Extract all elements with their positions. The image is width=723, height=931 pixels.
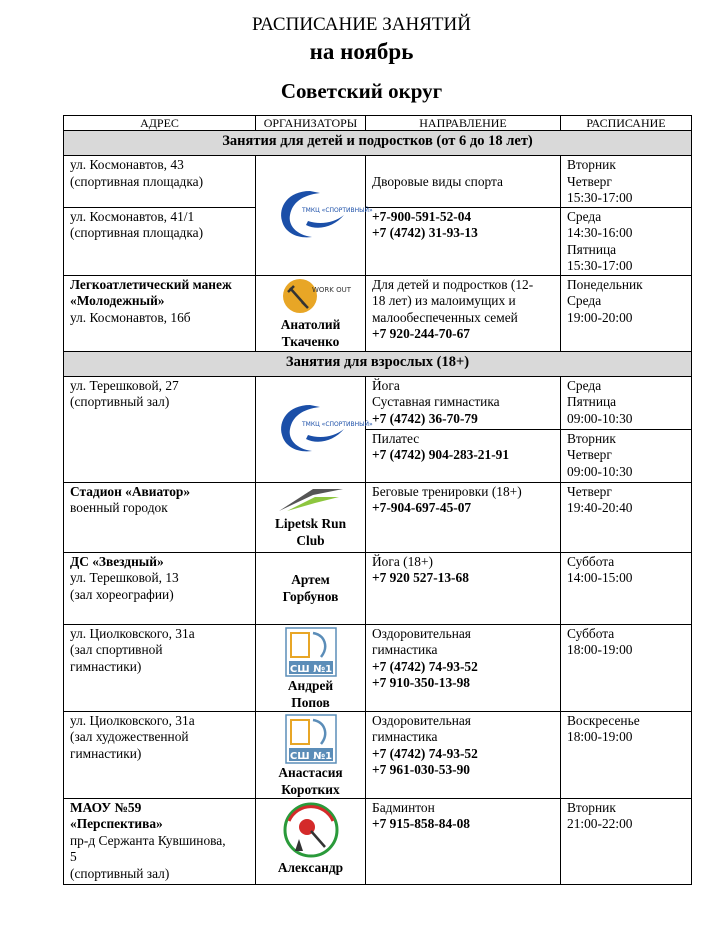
direction-cell [366, 207, 561, 275]
organizer-name: Анастасия [278, 764, 343, 780]
direction-cell [366, 156, 561, 208]
schedule-line: Вторник [567, 799, 616, 815]
organizer-name: Андрей [287, 677, 334, 693]
address-cell [64, 275, 256, 351]
schedule-line: Суббота [567, 625, 615, 641]
address-line: ул. Терешковой, 27 [70, 377, 179, 393]
schedule-line: 18:00-19:00 [567, 642, 633, 657]
direction-text: Суставная гимнастика [372, 394, 500, 409]
address-line: ДС «Звездный» [70, 553, 164, 569]
table-row [64, 711, 692, 798]
schedule-line: 15:30-17:00 [567, 258, 633, 273]
organizer-name: Ткаченко [281, 333, 340, 349]
organizer-cell [256, 798, 366, 884]
table-row [64, 376, 692, 429]
schedule-cell [561, 482, 692, 552]
direction-cell [366, 429, 561, 482]
table-row [64, 482, 692, 552]
schedule-line: 14:00-15:00 [567, 570, 633, 585]
school-logo-icon [285, 714, 337, 764]
address-line: (спортивная площадка) [70, 225, 204, 240]
direction-text: Беговые тренировки (18+) [372, 483, 522, 499]
organizer-name: Александр [277, 859, 344, 875]
direction-text: Для детей и подростков (12- [372, 276, 534, 292]
col-header-schedule: РАСПИСАНИЕ [561, 116, 692, 131]
direction-cell [366, 552, 561, 624]
table-row [64, 798, 692, 884]
address-line: (спортивная площадка) [70, 173, 204, 189]
direction-text: Йога (18+) [372, 553, 434, 569]
phone: +7-904-697-45-07 [372, 500, 472, 515]
schedule-line: Четверг [567, 483, 612, 499]
direction-cell [366, 711, 561, 798]
address-cell [64, 711, 256, 798]
address-line: пр-д Сержанта Кувшинова, [70, 832, 226, 848]
address-cell [64, 207, 256, 275]
direction-text: Йога [372, 377, 400, 393]
address-line: 5 [70, 849, 77, 864]
schedule-line: Среда [567, 208, 602, 224]
direction-text: 18 лет) из малоимущих и [372, 293, 516, 308]
direction-text: гимнастика [372, 642, 438, 657]
schedule-line: Вторник [567, 430, 616, 446]
sport-club-logo-icon [272, 185, 373, 245]
phone: +7 920 527-13-68 [372, 570, 469, 585]
schedule-line: Пятница [567, 394, 617, 409]
section-title-adults: Занятия для взрослых (18+) [64, 351, 692, 376]
schedule-line: 09:00-10:30 [567, 463, 633, 479]
table-header-row [64, 116, 692, 131]
schedule-cell [561, 711, 692, 798]
address-line: ул. Терешковой, 13 [70, 570, 179, 585]
phone: +7 (4742) 74-93-52 [372, 658, 478, 674]
schedule-cell [561, 624, 692, 711]
direction-text: Оздоровительная [372, 712, 471, 728]
address-cell [64, 624, 256, 711]
table-row [64, 624, 692, 711]
address-cell [64, 376, 256, 482]
organizer-cell [256, 376, 373, 482]
phone: +7 (4742) 74-93-52 [372, 745, 478, 761]
schedule-cell [561, 429, 692, 482]
schedule-line: 19:00-20:00 [567, 309, 633, 325]
col-header-direction: НАПРАВЛЕНИЕ [366, 116, 561, 131]
schedule-line: Четверг [567, 173, 612, 189]
schedule-line: 14:30-16:00 [567, 225, 633, 240]
school-logo-text: СШ №1 [289, 750, 332, 762]
phone: +7 (4742) 904-283-21-91 [372, 447, 510, 462]
sport-club-logo-text: ТМКЦ «СПОРТИВНЫЙ» [301, 421, 373, 428]
doc-district: Советский округ [280, 79, 443, 103]
schedule-line: Вторник [567, 157, 616, 172]
direction-cell [366, 275, 561, 351]
direction-cell [366, 376, 561, 429]
doc-month: на ноябрь [309, 39, 414, 64]
schedule-line: 21:00-22:00 [567, 816, 633, 831]
badminton-logo-icon [281, 801, 341, 859]
table-row [64, 552, 692, 624]
organizer-cell [256, 482, 366, 552]
organizer-name: Артем [291, 572, 330, 587]
col-header-address: АДРЕС [64, 116, 256, 131]
direction-cell [366, 798, 561, 884]
address-line: (зал спортивной [70, 642, 163, 657]
section-row-adults [64, 351, 692, 376]
address-line: (зал художественной [70, 729, 189, 744]
phone: +7 910-350-13-98 [372, 675, 471, 690]
address-line: ул. Космонавтов, 16б [70, 309, 191, 325]
organizer-cell [256, 624, 366, 711]
school-logo-text: СШ №1 [289, 663, 332, 675]
phone: +7 915-858-84-08 [372, 816, 471, 831]
address-line: «Перспектива» [70, 816, 163, 831]
direction-cell [366, 482, 561, 552]
sport-club-logo-icon [272, 399, 373, 459]
schedule-line: Среда [567, 293, 602, 308]
address-cell [64, 156, 256, 208]
table-row [64, 207, 692, 275]
direction-text: Дворовые виды спорта [372, 173, 503, 189]
address-line: военный городок [70, 500, 168, 515]
schedule-cell [561, 156, 692, 208]
school-logo-icon [285, 627, 337, 677]
schedule-line: Четверг [567, 447, 612, 462]
organizer-name: Lipetsk Run [274, 515, 347, 531]
address-line: гимнастики) [70, 745, 142, 761]
schedule-cell [561, 207, 692, 275]
direction-text: гимнастика [372, 729, 438, 744]
address-cell [64, 552, 256, 624]
schedule-line: Среда [567, 377, 602, 393]
organizer-name: Club [296, 532, 325, 548]
phone: +7 920-244-70-67 [372, 326, 471, 341]
address-line: гимнастики) [70, 658, 142, 674]
section-row-kids [64, 131, 692, 156]
organizer-cell [256, 275, 366, 351]
organizer-name: Коротких [281, 781, 340, 797]
schedule-line: 15:30-17:00 [567, 190, 633, 205]
table-row [64, 156, 692, 208]
address-line: ул. Циолковского, 31а [70, 712, 195, 728]
organizer-name: Анатолий [280, 316, 341, 332]
schedule-table [63, 115, 692, 885]
workout-logo-icon [276, 278, 351, 316]
table-row [64, 275, 692, 351]
organizer-cell [256, 156, 373, 276]
organizer-name: Попов [291, 694, 330, 710]
phone: +7 (4742) 36-70-79 [372, 410, 478, 426]
doc-title: РАСПИСАНИЕ ЗАНЯТИЙ [252, 14, 471, 35]
direction-text: Оздоровительная [372, 625, 471, 641]
schedule-cell [561, 376, 692, 429]
address-cell [64, 482, 256, 552]
organizer-name: Горбунов [282, 589, 339, 604]
address-line: «Молодежный» [70, 293, 165, 308]
schedule-line: Понедельник [567, 276, 643, 292]
address-cell [64, 798, 256, 884]
section-title-kids: Занятия для детей и подростков (от 6 до 18 лет) [64, 131, 692, 156]
schedule-line: Суббота [567, 553, 615, 569]
schedule-line: 18:00-19:00 [567, 729, 633, 744]
organizer-cell [256, 711, 366, 798]
schedule-line: Пятница [567, 241, 617, 257]
phone: +7 961-030-53-90 [372, 762, 471, 777]
address-line: (зал хореографии) [70, 586, 174, 602]
address-line: (спортивный зал) [70, 394, 170, 409]
organizer-cell [256, 552, 366, 624]
phone: +7-900-591-52-04 [372, 208, 472, 224]
phone: +7 (4742) 31-93-13 [372, 225, 478, 240]
address-line: ул. Космонавтов, 43 [70, 157, 184, 172]
address-line: МАОУ №59 [70, 799, 142, 815]
schedule-line: 09:00-10:30 [567, 410, 633, 426]
address-line: (спортивный зал) [70, 865, 170, 881]
address-line: ул. Циолковского, 31а [70, 625, 195, 641]
direction-text: Бадминтон [372, 799, 435, 815]
direction-cell [366, 624, 561, 711]
schedule-cell [561, 552, 692, 624]
schedule-cell [561, 798, 692, 884]
direction-text: Пилатес [372, 430, 420, 446]
address-line: Легкоатлетический манеж [70, 276, 232, 292]
run-club-logo-icon [273, 485, 349, 515]
schedule-line: 19:40-20:40 [567, 500, 633, 515]
workout-logo-text: WORK OUT [311, 285, 351, 294]
schedule-cell [561, 275, 692, 351]
direction-text: малообеспеченных семей [372, 309, 518, 325]
address-line: Стадион «Авиатор» [70, 483, 191, 499]
address-line: ул. Космонавтов, 41/1 [70, 208, 195, 224]
col-header-organizers: ОРГАНИЗАТОРЫ [256, 116, 366, 131]
sport-club-logo-text: ТМКЦ «СПОРТИВНЫЙ» [301, 207, 373, 215]
schedule-line: Воскресенье [567, 712, 640, 728]
